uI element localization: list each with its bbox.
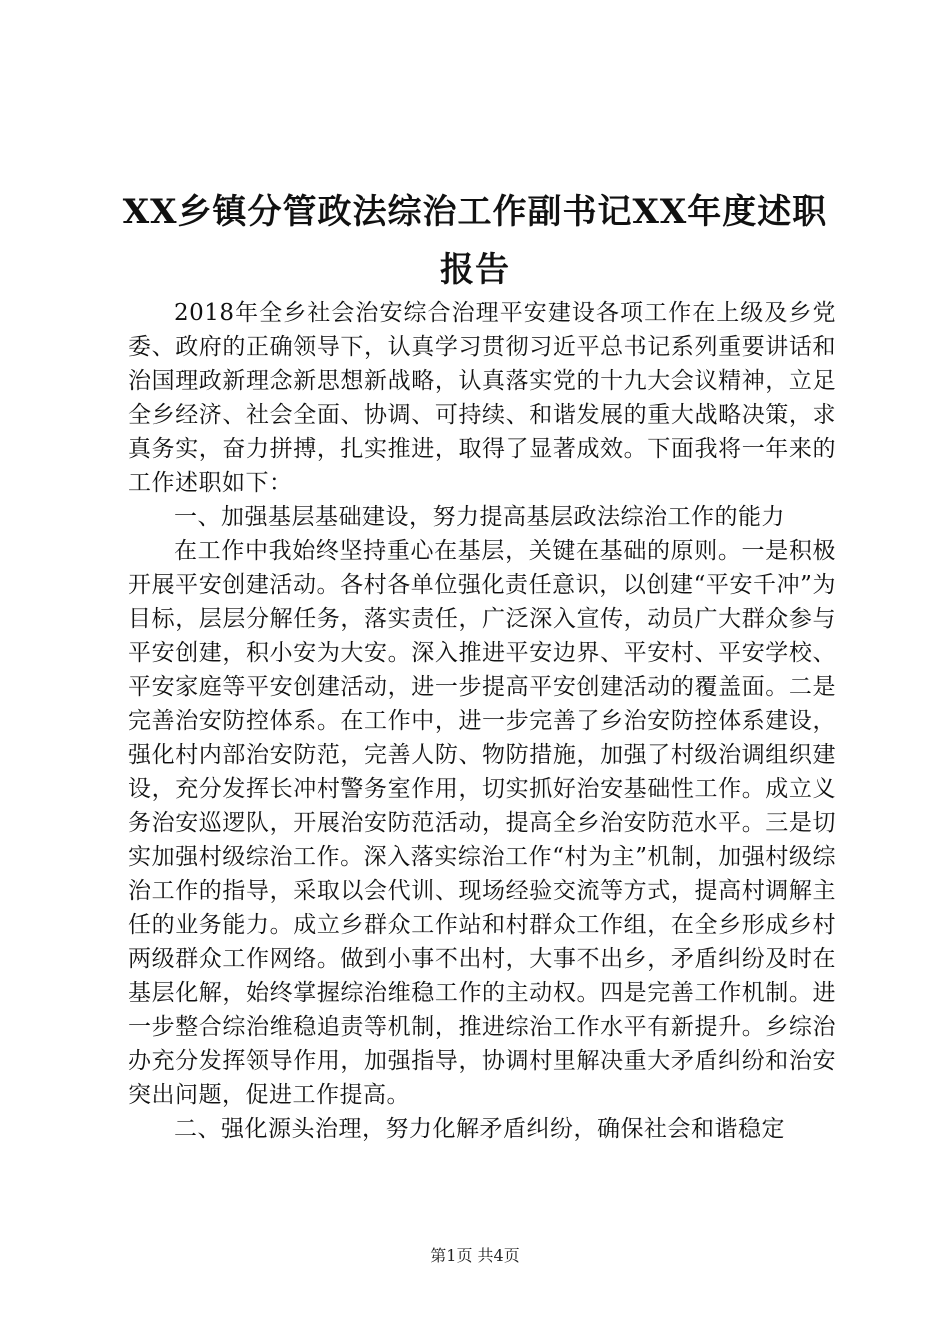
page-number-footer: 第1页 共4页 [430,1246,520,1265]
document-body [128,296,836,1146]
intro-paragraph: 2018年全乡社会治安综合治理平安建设各项工作在上级及乡党委、政府的正确领导下，认真学习贯彻习近平总书记系列重要讲话和治国理政新理念新思想新战略，认真落实党的十九大会议精神，立足全乡经济、社会全面、协调、可持续、和谐发展的重大战略决策，求真务实，奋力拼搏，扎实推进，取得了显著成效。下面我将一年来的工作述职如下： [128,300,836,496]
section-heading-2: 二、强化源头治理，努力化解矛盾纠纷，确保社会和谐稳定 [174,1116,785,1142]
section-heading-1: 一、加强基层基础建设，努力提高基层政法综治工作的能力 [174,504,785,530]
section-paragraph-1: 在工作中我始终坚持重心在基层，关键在基础的原则。一是积极开展平安创建活动。各村各单位强化责任意识，以创建“平安千冲”为目标，层层分解任务，落实责任，广泛深入宣传，动员广大群众参与平安创建，积小安为大安。深入推进平安边界、平安村、平安学校、平安家庭等平安创建活动，进一步提高平安创建活动的覆盖面。二是完善治安防控体系。在工作中，进一步完善了乡治安防控体系建设，强化村内部治安防范，完善人防、物防措施，加强了村级治调组织建设，充分发挥长冲村警务室作用，切实抓好治安基础性工作。成立义务治安巡逻队，开展治安防范活动，提高全乡治安防范水平。三是切实加强村级综治工作。深入落实综治工作“村为主”机制，加强村级综治工作的指导，采取以会代训、现场经验交流等方式，提高村调解主任的业务能力。成立乡群众工作站和村群众工作组，在全乡形成乡村两级群众工作网络。做到小事不出村，大事不出乡，矛盾纠纷及时在基层化解，始终掌握综治维稳工作的主动权。四是完善工作机制。进一步整合综治维稳追责等机制，推进综治工作水平有新提升。乡综治办充分发挥领导作用，加强指导，协调村里解决重大矛盾纠纷和治安突出问题，促进工作提高。 [128,538,836,1108]
document-title: XX乡镇分管政法综治工作副书记XX年度述职报告 [122,191,828,290]
